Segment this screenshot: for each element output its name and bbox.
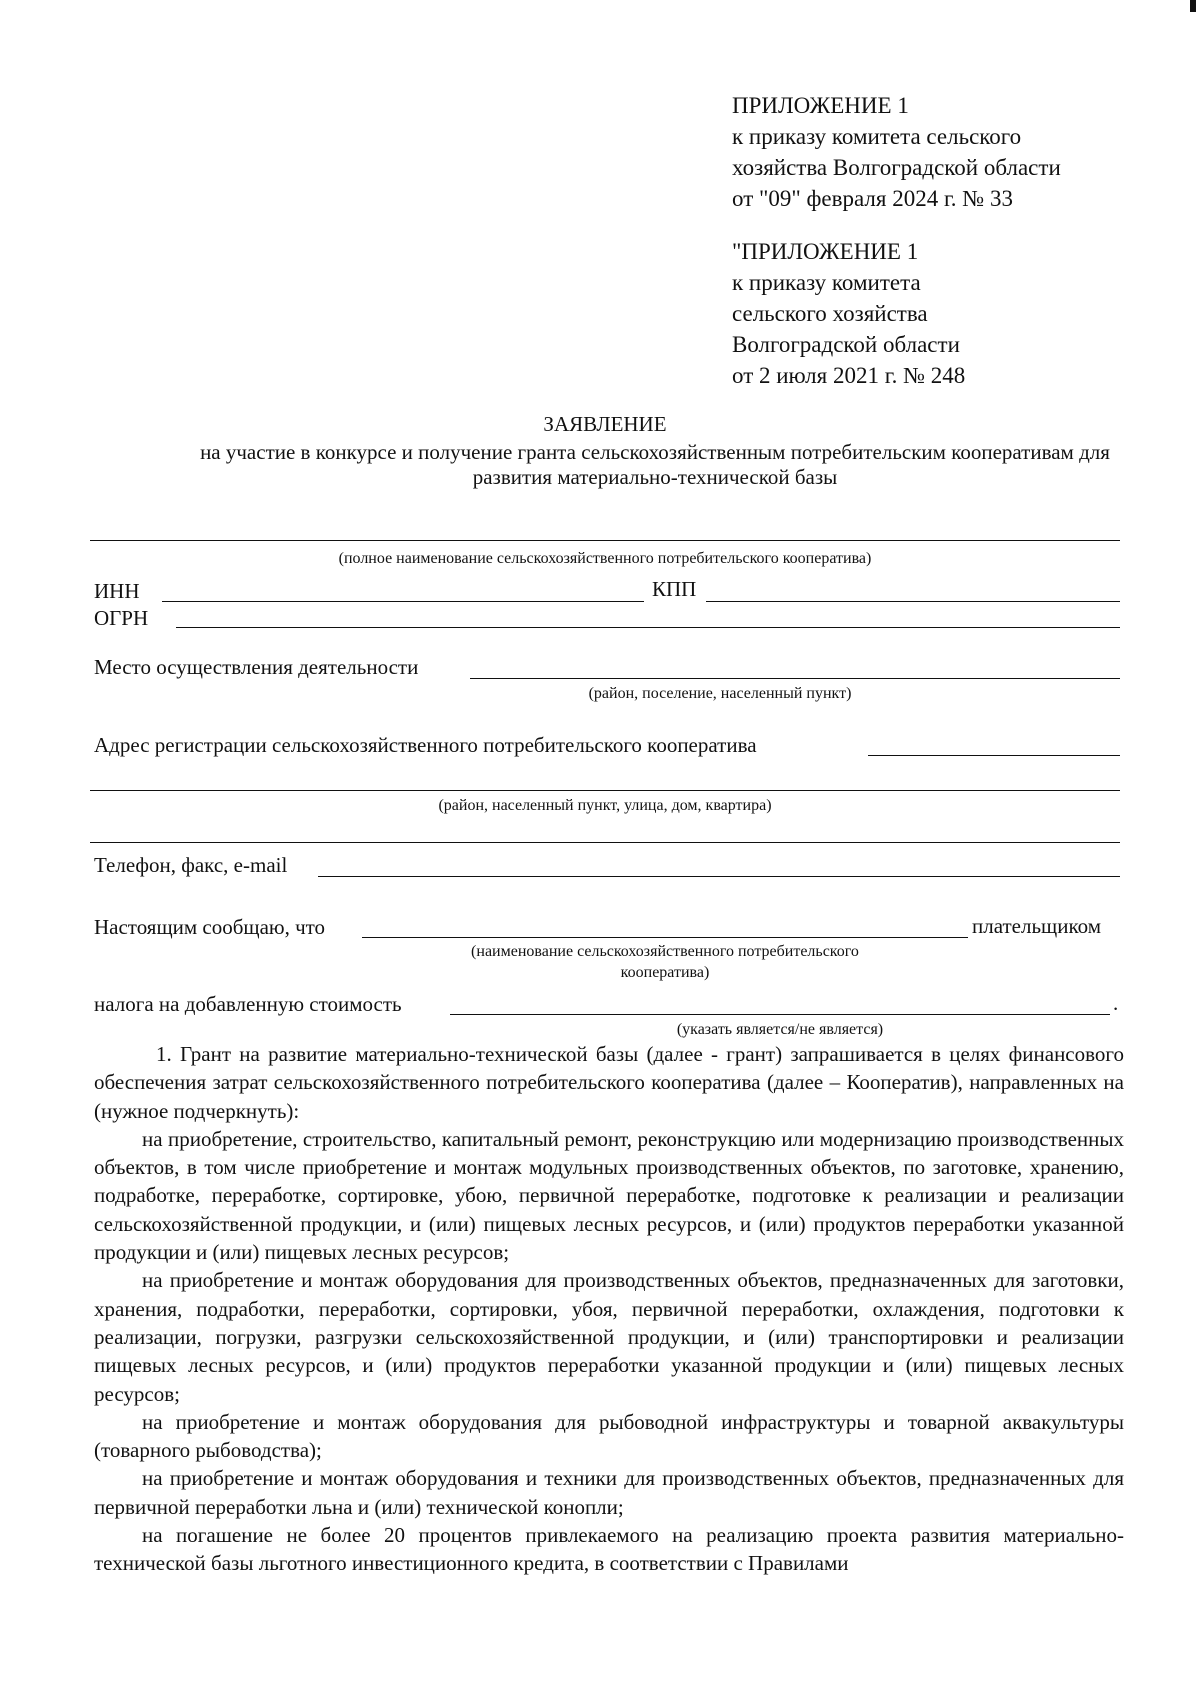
- notify-hint-line1: (наименование сельскохозяйственного потребительского: [471, 943, 859, 960]
- document-subtitle: на участие в конкурсе и получение гранта сельскохозяйственным потребительским кооперативам для развития материально-технической базы: [200, 440, 1110, 489]
- appendix-current-line: хозяйства Волгоградской области: [732, 155, 1061, 180]
- appendix-current-line: от "09" февраля 2024 г. № 33: [732, 186, 1013, 211]
- address-field-continued[interactable]: [90, 790, 1120, 791]
- appendix-current-line: к приказу комитета сельского: [732, 124, 1022, 149]
- appendix-original-line: к приказу комитета: [732, 270, 921, 295]
- address-field[interactable]: [868, 755, 1120, 756]
- appendix-current-block: [732, 90, 1061, 214]
- body-paragraph: на приобретение и монтаж оборудования и техники для производственных объектов, предназначенных для первичной переработки льна и (или) технической конопли;: [94, 1466, 1124, 1519]
- inn-field[interactable]: [162, 601, 644, 602]
- body-paragraph: на приобретение, строительство, капитальный ремонт, реконструкцию или модернизацию производственных объектов, в том числе приобретение и монтаж модульных производственных объектов, по заготовке, хранению, подработке, переработке, сортировке, убою, первичной переработке, подготовке к реализации и реализации сельскохозяйственной продукции, и (или) пищевых лесных ресурсов, и (или) продуктов переработки указанной продукции и (или) пищевых лесных ресурсов;: [94, 1126, 1124, 1265]
- scan-corner-mark: [1190, 0, 1196, 12]
- place-field[interactable]: [470, 678, 1120, 679]
- coop-name-hint: (полное наименование сельскохозяйственного потребительского кооператива): [338, 550, 872, 567]
- body-text: [94, 1040, 1124, 1578]
- document-title: ЗАЯВЛЕНИЕ: [543, 412, 667, 436]
- kpp-label: КПП: [652, 577, 697, 601]
- notify-label: Настоящим сообщаю, что: [94, 915, 326, 939]
- appendix-original-block: [732, 236, 965, 391]
- appendix-original-line: "ПРИЛОЖЕНИЕ 1: [732, 239, 919, 264]
- appendix-original-line: от 2 июля 2021 г. № 248: [732, 363, 966, 388]
- body-paragraph: на приобретение и монтаж оборудования для производственных объектов, предназначенных для заготовки, хранения, подработки, переработки, сортировки, убоя, первичной переработки, охлаждения, подготовки к реализации, погрузки, разгрузки сельскохозяйственной продукции, и (или) транспортировки и реализации пищевых лесных ресурсов, и (или) продуктов переработки указанной продукции и (или) пищевых лесных ресурсов;: [94, 1268, 1124, 1406]
- vat-hint: (указать является/не является): [676, 1021, 884, 1038]
- vat-status-field[interactable]: [450, 1014, 1110, 1015]
- vat-end: .: [1113, 991, 1119, 1015]
- body-paragraph: на погашение не более 20 процентов привлекаемого на реализацию проекта развития материально-технической базы льготного инвестиционного кредита, в соответствии с Правилами: [94, 1523, 1124, 1576]
- notify-hint-line2: кооператива): [620, 964, 710, 981]
- appendix-original-line: сельского хозяйства: [732, 301, 928, 326]
- address-label: Адрес регистрации сельскохозяйственного потребительского кооператива: [94, 733, 757, 757]
- address-hint: (район, населенный пункт, улица, дом, квартира): [438, 797, 772, 814]
- kpp-field[interactable]: [706, 601, 1120, 602]
- place-hint: (район, поселение, населенный пункт): [588, 685, 852, 702]
- coop-name-field[interactable]: [90, 540, 1120, 541]
- body-paragraph: на приобретение и монтаж оборудования для рыбоводной инфраструктуры и товарной аквакультуры (товарного рыбоводства);: [94, 1409, 1124, 1463]
- address-field-extra[interactable]: [90, 842, 1120, 843]
- notify-suffix: плательщиком: [972, 914, 1101, 938]
- vat-label: налога на добавленную стоимость: [94, 992, 402, 1016]
- notify-coop-field[interactable]: [362, 937, 968, 938]
- appendix-current-line: ПРИЛОЖЕНИЕ 1: [732, 93, 909, 118]
- place-label: Место осуществления деятельности: [94, 655, 419, 679]
- appendix-original-line: Волгоградской области: [732, 332, 960, 357]
- ogrn-label: ОГРН: [94, 606, 149, 630]
- phone-label: Телефон, факс, e-mail: [94, 853, 288, 877]
- phone-field[interactable]: [318, 876, 1120, 877]
- ogrn-field[interactable]: [176, 627, 1120, 628]
- body-paragraph: 1. Грант на развитие материально-технической базы (далее - грант) запрашивается в целях финансового обеспечения затрат сельскохозяйственного потребительского кооператива (далее – Кооператив), направленных на (нужное подчеркнуть):: [94, 1042, 1124, 1123]
- inn-label: ИНН: [94, 579, 140, 603]
